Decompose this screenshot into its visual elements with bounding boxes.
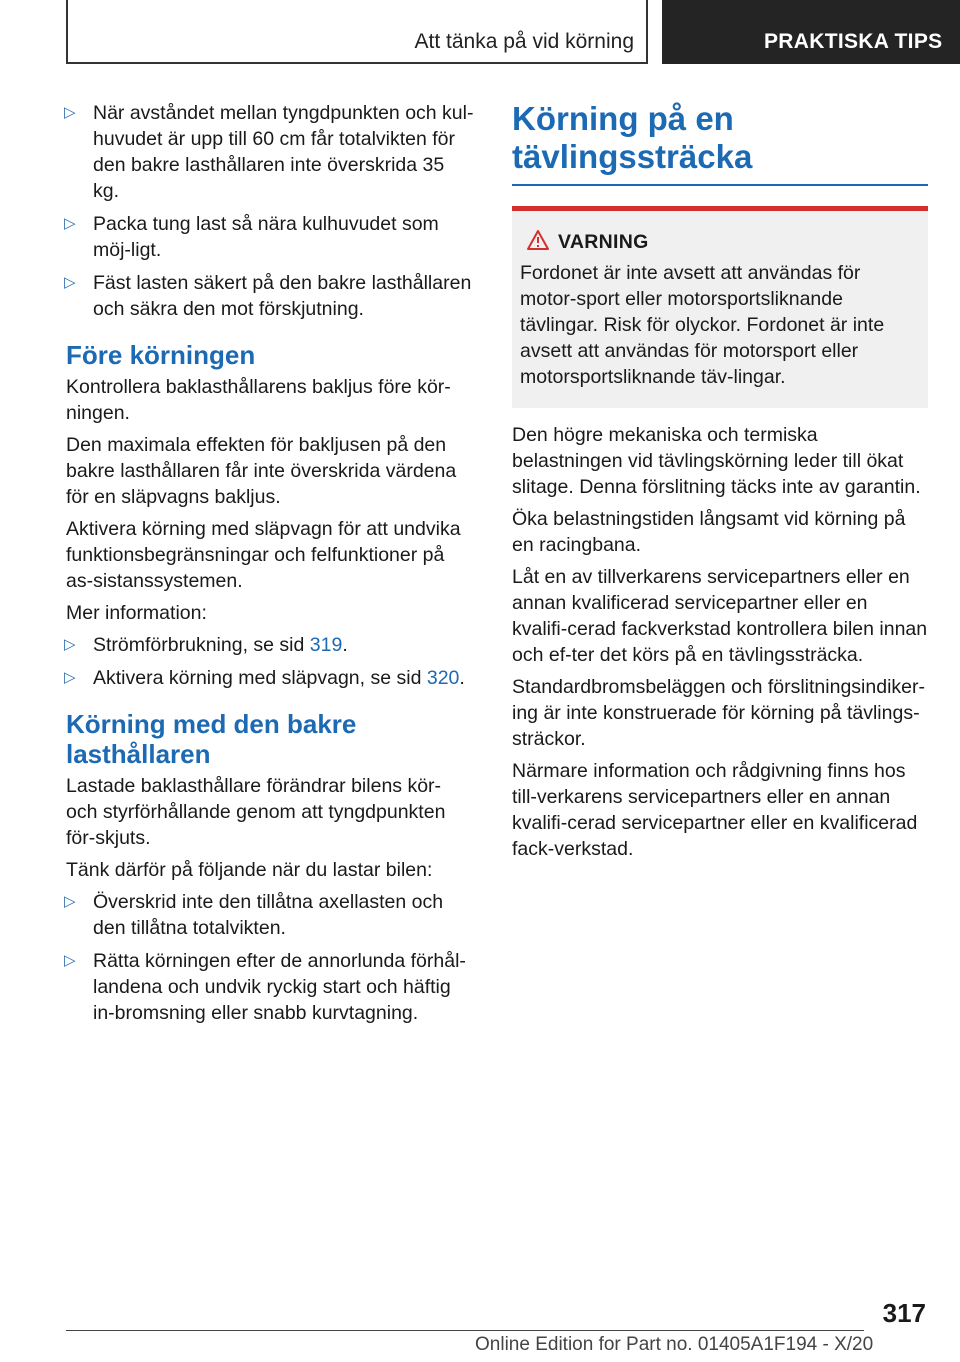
warning-box (512, 206, 928, 408)
header-section-box (66, 0, 648, 64)
triangle-bullet-icon: ▷ (64, 893, 76, 910)
title-divider (512, 184, 928, 186)
page-link-319[interactable]: 319 (309, 634, 343, 656)
paragraph: Tänk därför på följande när du lastar bilen: (66, 859, 433, 881)
list-item: ▷ Överskrid inte den tillåtna axellasten och den tillåtna totalvikten. (64, 891, 444, 939)
paragraph: Öka belastningstiden långsamt vid körning på en racingbana. (512, 508, 906, 556)
paragraph: Låt en av tillverkarens servicepartners eller en annan kvalificerad servicepartner eller en kvalifi-cerad fackverkstad kontrollera bilen innan och ef-ter det körs på en tävlingssträcka. (512, 566, 928, 666)
triangle-bullet-icon: ▷ (64, 215, 76, 232)
paragraph: Kontrollera baklasthållarens bakljus före kör-ningen. (66, 376, 451, 424)
paragraph: Närmare information och rådgivning finns hos till-verkarens servicepartners eller en annan kvalifi-cerad servicepartner eller en kvalificerad fack-verkstad. (512, 760, 918, 860)
header-chapter-tab (662, 0, 960, 64)
heading-fore-korningen: Före körningen (66, 340, 256, 370)
warning-triangle-icon (526, 229, 550, 251)
paragraph: Den maximala effekten för bakljusen på den bakre lasthållaren får inte överskrida värdena för en släpvagns bakljus. (66, 434, 457, 508)
paragraph: Aktivera körning med släpvagn för att undvika funktionsbegränsningar och felfunktioner på as-sistanssystemen. (66, 518, 461, 592)
paragraph: Lastade baklasthållare förändrar bilens kör- och styrförhållande genom att tyngdpunkten för-skjuts. (66, 775, 446, 849)
right-column (512, 100, 928, 868)
warning-label: VARNING (558, 231, 649, 253)
triangle-bullet-icon: ▷ (64, 274, 76, 291)
list-item: ▷ Rätta körningen efter de annorlunda förhål-landena och undvik ryckig start och häftig in-bromsning eller snabb kurvtagning. (64, 950, 466, 1024)
header-chapter-title: PRAKTISKA TIPS (764, 30, 943, 53)
page-link-320[interactable]: 320 (426, 667, 460, 689)
list-item: ▷ När avståndet mellan tyngdpunkten och kul-huvudet är upp till 60 cm får totalvikten för den bakre lasthållaren inte överskrida 35 kg. (64, 102, 474, 202)
page-title: Körning på en tävlingssträcka (512, 100, 753, 175)
triangle-bullet-icon: ▷ (64, 669, 76, 686)
list-item: ▷ Packa tung last så nära kulhuvudet som möj-ligt. (64, 213, 439, 261)
warning-header (558, 231, 920, 254)
heading-korning-bakre-lasthallaren: Körning med den bakre lasthållaren (66, 709, 357, 769)
paragraph: Mer information: (66, 602, 207, 624)
footer-divider (66, 1330, 864, 1331)
list-item: ▷ Aktivera körning med släpvagn, se sid 320. (64, 667, 465, 689)
triangle-bullet-icon: ▷ (64, 952, 76, 969)
triangle-bullet-icon: ▷ (64, 636, 76, 653)
warning-text: Fordonet är inte avsett att användas för motor-sport eller motorsportsliknande tävlingar. Risk för olyckor. Fordonet är inte avsett att användas för motorsport eller motorsportsliknande täv-lingar. (520, 262, 885, 388)
page-number: 317 (882, 1298, 926, 1328)
header-section-title: Att tänka på vid körning (414, 30, 634, 53)
list-item: ▷ Strömförbrukning, se sid 319. (64, 634, 348, 656)
left-column (66, 100, 474, 1033)
paragraph: Den högre mekaniska och termiska belastningen vid tävlingskörning leder till ökat slitage. Denna förslitning täcks inte av garantin. (512, 424, 921, 498)
list-item: ▷ Fäst lasten säkert på den bakre lasthållaren och säkra den mot förskjutning. (64, 272, 472, 320)
footer-edition: Online Edition for Part no. 01405A1F194 - X/20 (475, 1334, 874, 1355)
triangle-bullet-icon: ▷ (64, 104, 76, 121)
paragraph: Standardbromsbeläggen och förslitningsindiker-ing är inte konstruerade för körning på tävlings-sträckor. (512, 676, 925, 750)
